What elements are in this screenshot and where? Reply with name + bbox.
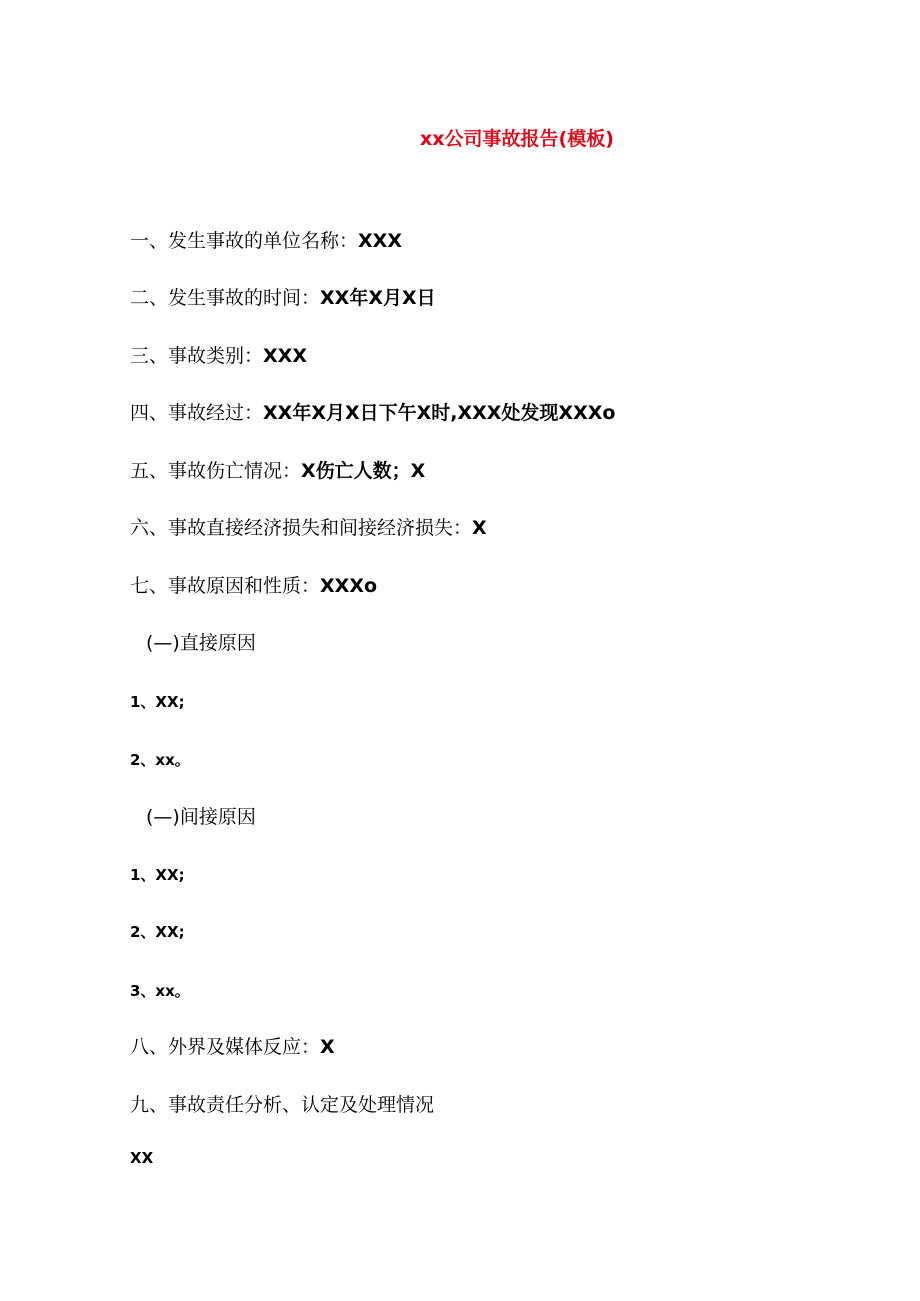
direct-cause-point: 1、XX; — [130, 693, 185, 711]
indirect-cause-point: 3、xx。 — [130, 982, 190, 1000]
item-value: X — [472, 517, 487, 539]
item-label: 六、事故直接经济损失和间接经济损失： — [130, 517, 473, 539]
direct-cause-heading: (—)直接原因 — [146, 632, 256, 654]
item-unit-name — [130, 226, 402, 256]
responsibility-heading: 九、事故责任分析、认定及处理情况 — [130, 1094, 435, 1116]
item-label: 五、事故伤亡情况： — [130, 460, 302, 482]
item-label: 二、发生事故的时间： — [130, 287, 321, 309]
item-value: XX年X月X日下午X时,XXX处发现XXXo — [263, 402, 616, 424]
item-value: XX年X月X日 — [320, 287, 436, 309]
item-process — [130, 398, 615, 428]
item-value: XXX — [263, 345, 307, 367]
item-value: XXXo — [320, 575, 378, 597]
item-casualties — [130, 456, 425, 486]
document-title: xx公司事故报告(模板) — [420, 128, 614, 150]
item-economic-loss — [130, 513, 487, 543]
indirect-cause-point: 2、XX; — [130, 923, 185, 941]
item-value: X伤亡人数；X — [301, 460, 426, 482]
item-time — [130, 283, 436, 313]
item-value: X — [320, 1036, 335, 1058]
item-category — [130, 341, 307, 371]
item-media-response — [130, 1032, 335, 1062]
item-cause-nature — [130, 571, 377, 601]
item-label: 一、发生事故的单位名称： — [130, 230, 359, 252]
item-label: 三、事故类别： — [130, 345, 264, 367]
item-value: XXX — [358, 230, 402, 252]
item-label: 四、事故经过： — [130, 402, 264, 424]
indirect-cause-heading: (—)间接原因 — [146, 806, 256, 828]
direct-cause-point: 2、xx。 — [130, 751, 190, 769]
item-label: 七、事故原因和性质： — [130, 575, 321, 597]
indirect-cause-point: 1、XX; — [130, 866, 185, 884]
item-label: 八、外界及媒体反应： — [130, 1036, 321, 1058]
responsibility-value: XX — [130, 1149, 154, 1167]
